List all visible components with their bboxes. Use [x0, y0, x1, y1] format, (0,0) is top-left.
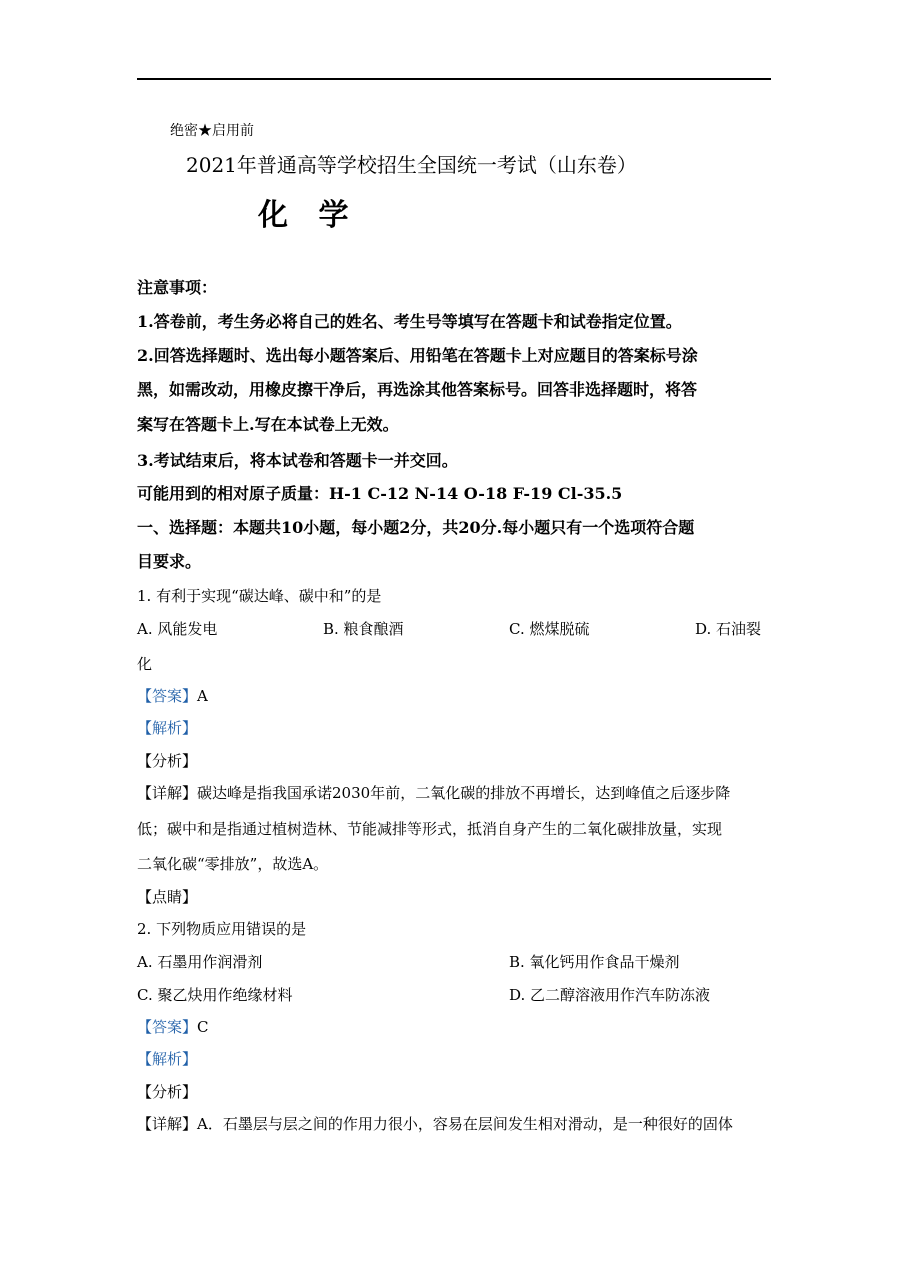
subject-title: 化 学: [258, 198, 359, 233]
q1-detail-line1: [137, 783, 730, 803]
notice-item-3: 3.考试结束后，将本试卷和答题卡一并交回。: [137, 451, 458, 470]
section-heading-line1: 一、选择题：本题共10小题，每小题2分，共20分.每小题只有一个选项符合题: [137, 518, 695, 537]
q1-stem: 1. 有利于实现“碳达峰、碳中和”的是: [137, 587, 382, 605]
q2-stem: 2. 下列物质应用错误的是: [137, 920, 307, 938]
q1-option-d: D. 石油裂: [695, 620, 762, 638]
answer-tag: 【答案】: [137, 687, 198, 705]
header-rule: [137, 78, 771, 80]
notice-item-2-line1: 2.回答选择题时、选出每小题答案后、用铅笔在答题卡上对应题目的答案标号涂: [137, 346, 698, 365]
q2-detail-line1: [137, 1114, 733, 1134]
q2-option-c: C. 聚乙炔用作绝缘材料: [137, 986, 293, 1004]
q2-option-d: D. 乙二醇溶液用作汽车防冻液: [509, 986, 711, 1004]
detail-tag: 【详解】: [137, 1115, 198, 1133]
q1-detail-line3: 二氧化碳“零排放”，故选A。: [137, 855, 329, 873]
confidential-label: 绝密★启用前: [170, 123, 254, 139]
q1-detail-text-1: 碳达峰是指我国承诺2030年前，二氧化碳的排放不再增长，达到峰值之后逐步降: [197, 784, 731, 802]
notice-item-1: 1.答卷前，考生务必将自己的姓名、考生号等填写在答题卡和试卷指定位置。: [137, 312, 682, 331]
q1-fenxi-tag: 【分析】: [137, 752, 198, 770]
q2-fenxi-tag: 【分析】: [137, 1083, 198, 1101]
q1-answer: [137, 686, 208, 706]
q2-answer-value: C: [197, 1018, 209, 1036]
detail-tag: 【详解】: [137, 784, 198, 802]
notice-item-2-line2: 黑，如需改动，用橡皮擦干净后，再选涂其他答案标号。回答非选择题时，将答: [137, 380, 698, 399]
q2-analysis-tag: 【解析】: [137, 1050, 198, 1068]
q1-detail-line2: 低；碳中和是指通过植树造林、节能减排等形式，抵消自身产生的二氧化碳排放量，实现: [137, 820, 723, 838]
q1-option-a: A. 风能发电: [137, 620, 218, 638]
section-heading-line2: 目要求。: [137, 552, 202, 571]
q1-option-b: B. 粮食酿酒: [323, 620, 404, 638]
q1-option-d-wrap: 化: [137, 655, 153, 673]
q2-option-b: B. 氧化钙用作食品干燥剂: [509, 953, 680, 971]
q1-answer-value: A: [197, 687, 208, 705]
notice-heading: 注意事项：: [137, 278, 218, 297]
q1-analysis-tag: 【解析】: [137, 719, 198, 737]
q2-option-a: A. 石墨用作润滑剂: [137, 953, 263, 971]
exam-title: 2021年普通高等学校招生全国统一考试（山东卷）: [186, 153, 637, 177]
q2-answer: [137, 1017, 209, 1037]
answer-tag: 【答案】: [137, 1018, 198, 1036]
q2-detail-text-1: A．石墨层与层之间的作用力很小，容易在层间发生相对滑动，是一种很好的固体: [197, 1115, 733, 1133]
q1-option-c: C. 燃煤脱硫: [509, 620, 590, 638]
q1-dianjing-tag: 【点睛】: [137, 888, 198, 906]
notice-item-2-line3: 案写在答题卡上.写在本试卷上无效。: [137, 415, 399, 434]
atomic-masses: 可能用到的相对原子质量：H-1 C-12 N-14 O-18 F-19 Cl-35.5: [137, 484, 623, 503]
